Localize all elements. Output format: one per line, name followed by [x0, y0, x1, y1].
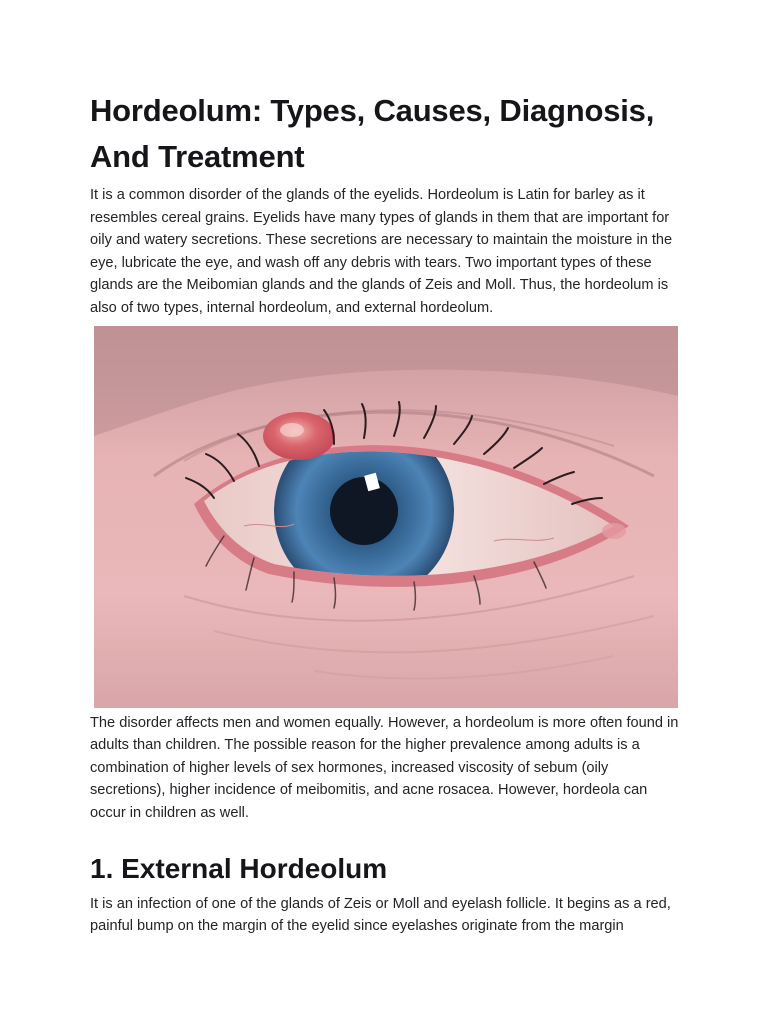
eye-illustration — [94, 326, 678, 708]
section-heading-external-hordeolum: 1. External Hordeolum — [90, 852, 388, 884]
prevalence-paragraph: The disorder affects men and women equally. However, a hordeolum is more often found in adults than children. The possible reason for the higher prevalence among adults is a combination of higher levels of sex hormones, increased viscosity of sebum (oily secretions), higher incidence of meibomitis, and acne rosacea. However, hordeola can occur in children as well. — [90, 714, 679, 821]
intro-paragraph: It is a common disorder of the glands of the eyelids. Hordeolum is Latin for barley as it resembles cereal grains. Eyelids have many types of glands in them that are important for oily and watery secretions. These secretions are necessary to maintain the moisture in the eye, lubricate the eye, and wash off any debris with tears. Two important types of these glands are the Meibomian glands and the glands of Zeis and Moll. Thus, the hordeolum is also of two types, internal hordeolum, and external hordeolum. — [90, 187, 673, 316]
article-title: Hordeolum: Types, Causes, Diagnosis, And Treatment — [90, 93, 655, 174]
external-hordeolum-paragraph: It is an infection of one of the glands of Zeis or Moll and eyelash follicle. It begins as a red, painful bump on the margin of the eyelid since eyelashes originate from the margin — [90, 895, 671, 935]
eye-photo — [94, 326, 678, 708]
article — [90, 88, 680, 938]
